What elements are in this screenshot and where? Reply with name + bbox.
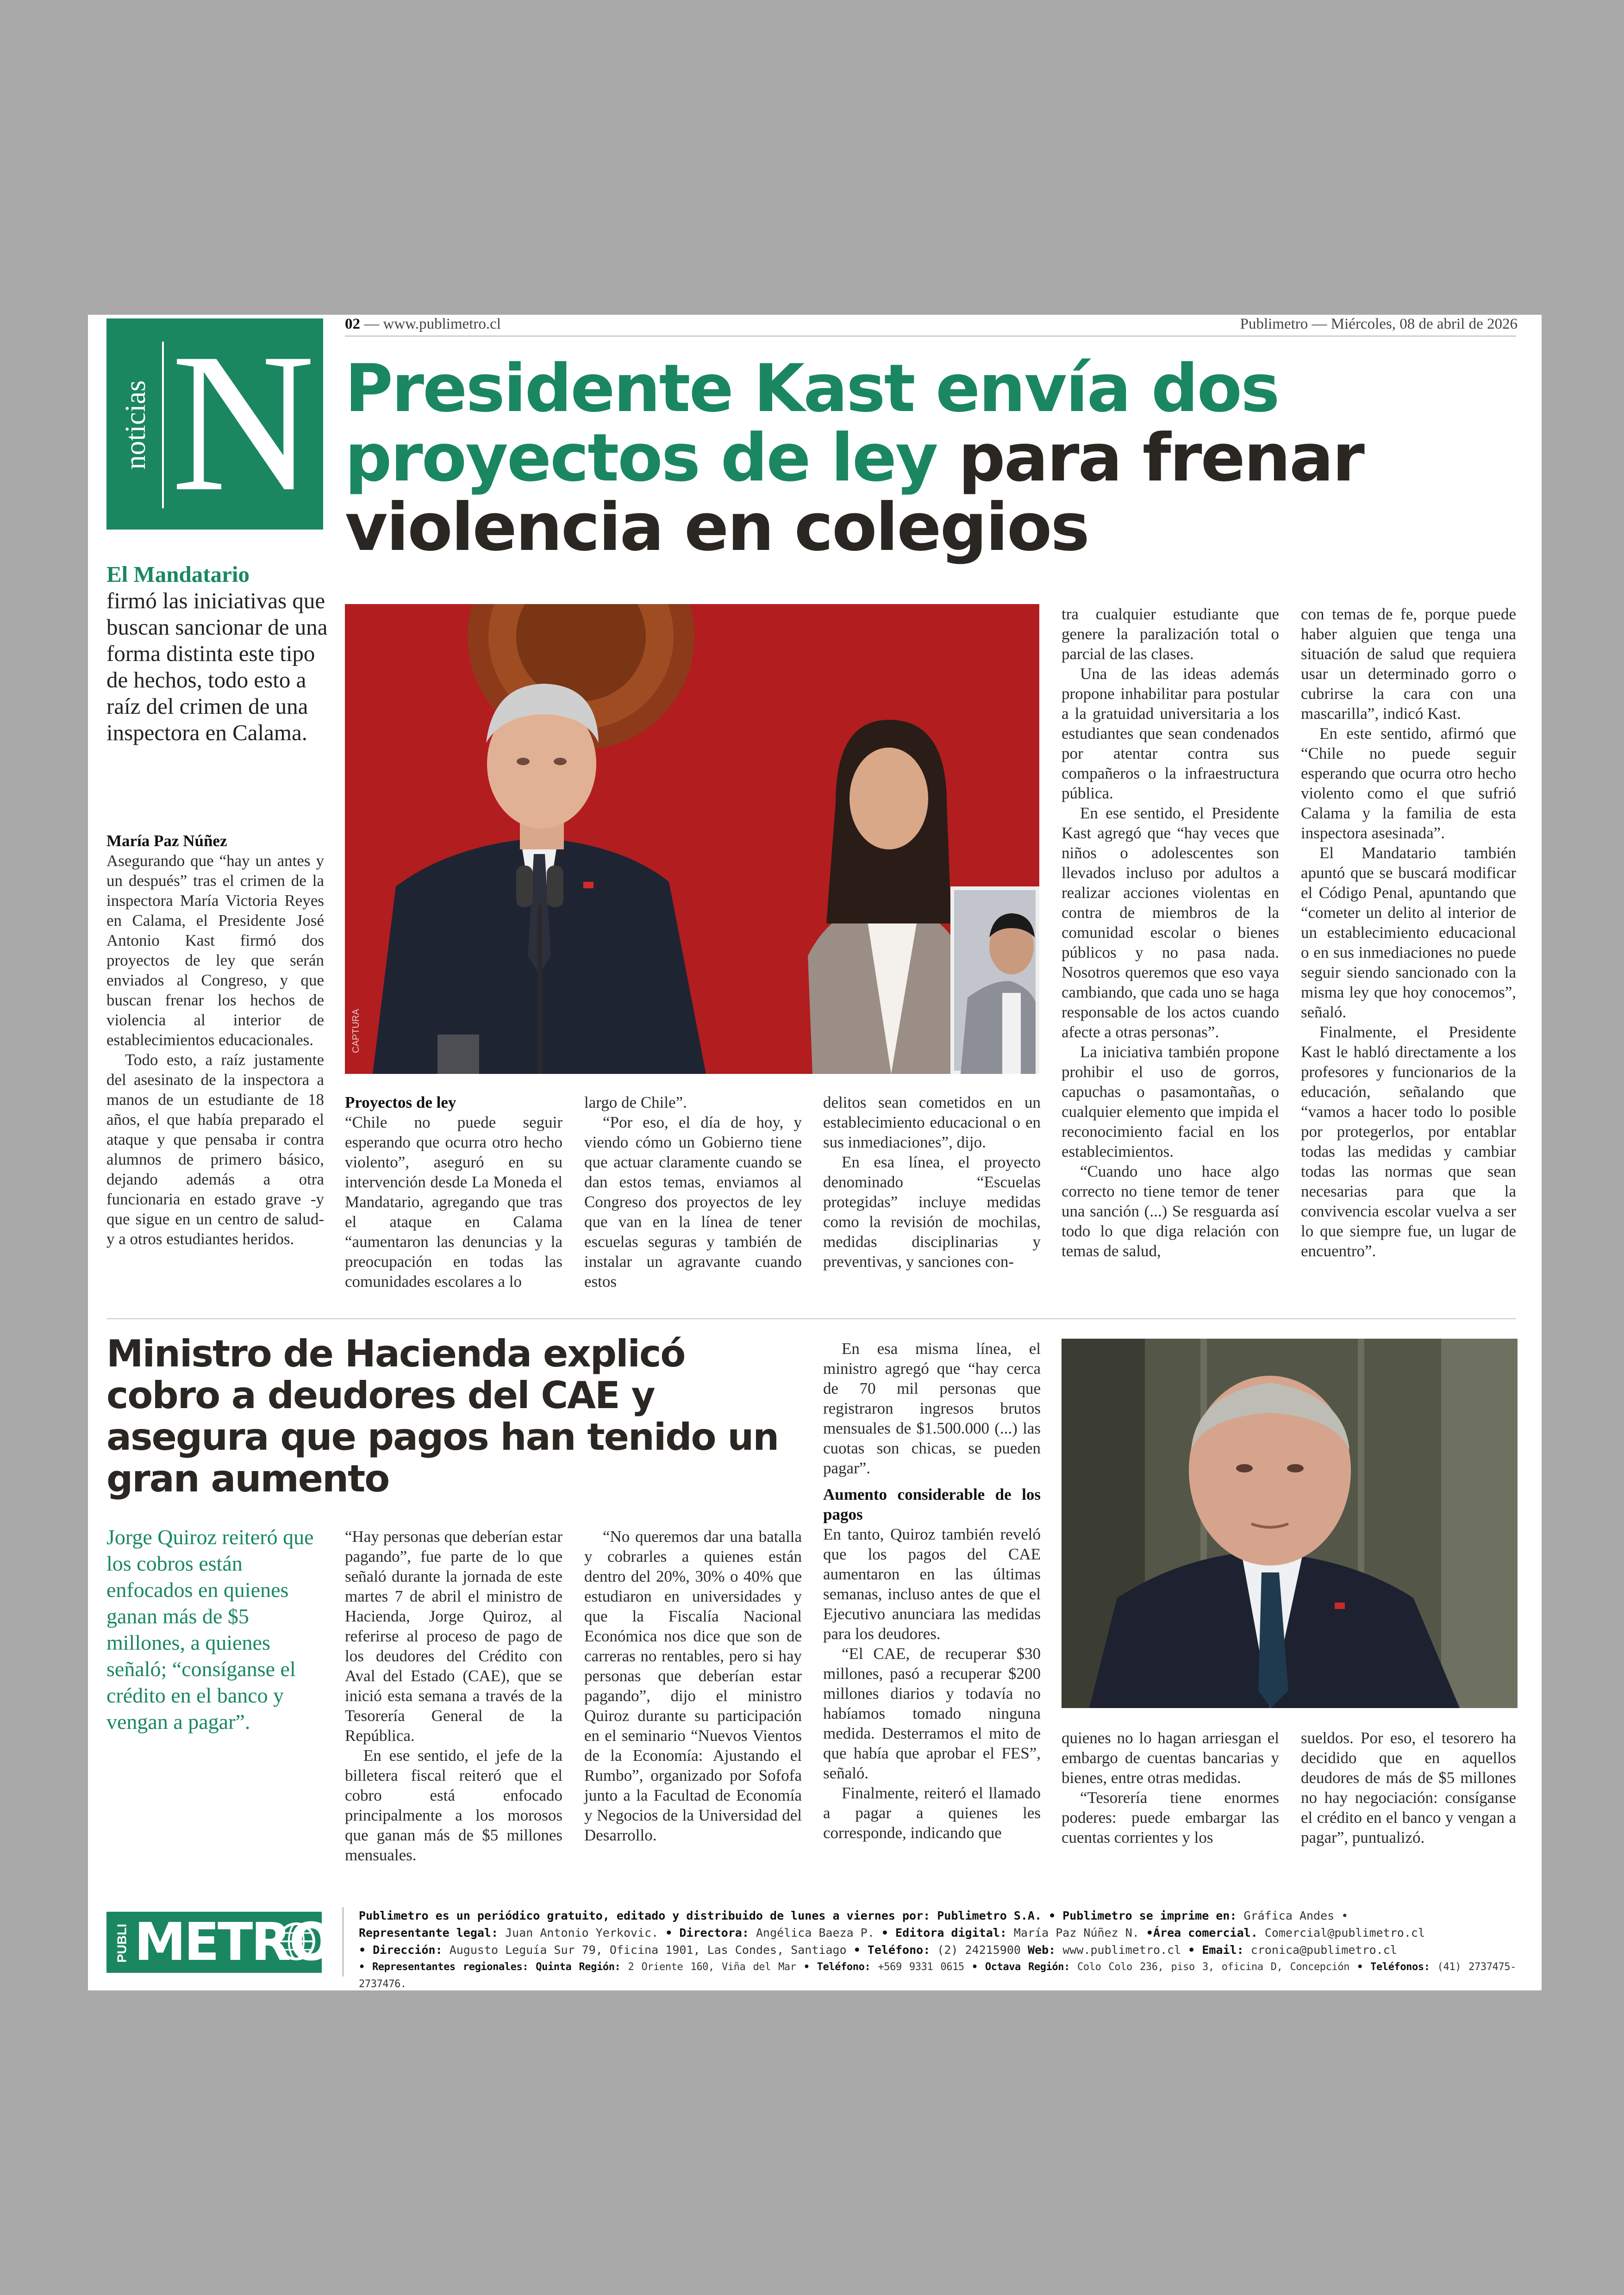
footer-email-link[interactable]: cronica@publimetro.cl	[1250, 1943, 1397, 1957]
footer-value: (2) 24215900	[937, 1943, 1021, 1957]
page-number: 02	[345, 316, 360, 332]
article2-column-4	[1062, 1728, 1279, 1847]
page-url[interactable]: www.publimetro.cl	[383, 316, 501, 332]
paragraph: “El CAE, de recuperar $30 millones, pasó a recuperar $200 millones diarios y todavía no habíamos tomado ninguna medida. Desterramos el mito de que había que aprobar el FES”, señaló.	[823, 1645, 1041, 1782]
author-byline: María Paz Núñez	[106, 832, 227, 850]
article-separator	[106, 1318, 1516, 1319]
section-letter: N	[171, 312, 315, 533]
paragraph: Finalmente, el Presidente Kast le habló directamente a los profesores y funcionarios de la educación, señalando que “vamos a hacer todo lo posible por protegerlos, por entablar todas las medidas y cambiar todas las normas que sean necesarias para que la convivencia escolar vuelva a ser lo que siempre fue, un lugar de encuentro”.	[1301, 1023, 1516, 1260]
footer-web-link[interactable]: www.publimetro.cl	[1062, 1943, 1181, 1957]
footer-credits	[359, 1907, 1516, 1993]
paragraph: tra cualquier estudiante que genere la paralización total o parcial de las clases.	[1062, 605, 1279, 663]
paragraph: quienes no lo hagan arriesgan el embargo de cuentas bancarias y bienes, entre otras medidas.	[1062, 1729, 1279, 1787]
article1-column-6	[1301, 604, 1516, 1261]
footer-label: • Teléfono:	[803, 1961, 871, 1973]
footer-label: • Teléfono:	[853, 1943, 931, 1957]
quiroz-photo-illustration	[1062, 1339, 1518, 1708]
paragraph: Una de las ideas además propone inhabilitar para postular a la gratuidad universitaria a los estudiantes que sean condenados por atentar contra sus compañeros o la infraestructura pública.	[1062, 665, 1279, 802]
article1-column-4	[823, 1092, 1041, 1272]
subhead-proyectos: Proyectos de ley	[345, 1093, 456, 1111]
page-date: Miércoles, 08 de abril de 2026	[1330, 316, 1518, 332]
paragraph: En ese sentido, el Presidente Kast agregó que “hay veces que niños o adolescentes son llevados incluso por adultos a realizar acciones violentas en contra de miembros de la comunidad escolar o bienes públicos y no pasa nada. Nosotros queremos que eso vaya cambiando, que cada uno se haga responsable de los actos cuando afecte a otras personas”.	[1062, 804, 1279, 1041]
paragraph: En tanto, Quiroz también reveló que los pagos del CAE aumentaron en las últimas semanas, incluso antes de que el Ejecutivo anunciara las medidas para los deudores.	[823, 1525, 1041, 1643]
paper-name: Publimetro	[1240, 316, 1308, 332]
article1-headline	[345, 350, 1479, 566]
footer-printer: Gráfica Andes •	[1243, 1909, 1349, 1922]
article1-column-1	[106, 831, 324, 1249]
footer-label: Representante legal:	[359, 1926, 499, 1940]
paragraph: “Chile no puede seguir esperando que ocurra otro hecho violento”, aseguró en su intervención desde La Moneda el Mandatario, agregando que tras el ataque en Calama “aumentaron las denuncias y la preocupación en todas las comunidades escolares a lo	[345, 1113, 562, 1291]
paragraph: La iniciativa también propone prohibir el uso de gorros, capuchas o pasamontañas, o cualquier elemento que impida el reconocimiento facial en los establecimientos.	[1062, 1043, 1279, 1160]
kast-photo-illustration	[345, 604, 1039, 1074]
article2-column-5	[1301, 1728, 1516, 1847]
lead-text: firmó las iniciativas que buscan sancionar de una forma distinta este tipo de hechos, todo esto a raíz del crimen de una inspectora en Calama.	[106, 588, 328, 745]
article1-column-3	[584, 1092, 802, 1291]
paragraph: En ese sentido, el jefe de la billetera fiscal reiteró que el cobro está enfocado principalmente a los morosos que ganan más de $5 millones mensuales.	[345, 1746, 562, 1864]
paragraph: con temas de fe, porque puede haber alguien que tenga una situación de salud que requiera usar un determinado gorro o cubrirse la cara con una mascarilla”, indicó Kast.	[1301, 605, 1516, 723]
paragraph: largo de Chile”.	[584, 1093, 687, 1111]
footer-value: Angélica Baeza P.	[756, 1926, 874, 1940]
subhead-aumento: Aumento considerable de los pagos	[823, 1485, 1041, 1523]
quiroz-photo	[1062, 1339, 1518, 1708]
footer-label: Web:	[1028, 1943, 1056, 1957]
photo-credit: CAPTURA	[351, 1009, 361, 1053]
article2-headline: Ministro de Hacienda explicó cobro a deudores del CAE y asegura que pagos han tenido un gran aumento	[106, 1332, 779, 1500]
footer-masthead	[106, 1907, 1516, 1990]
paragraph: Asegurando que “hay un antes y un después” tras el crimen de la inspectora María Victoria Reyes en Calama, el Presidente José Antonio Kast firmó dos proyectos de ley que serán enviados al Congreso, y que buscan frenar los hechos de violencia al interior de establecimientos educacionales.	[106, 852, 324, 1049]
headline-green: Presidente Kast envía dos proyectos de ley	[345, 350, 1279, 496]
footer-value: +569 9331 0615	[878, 1961, 964, 1973]
paragraph: “No queremos dar una batalla y cobrarles a quienes están dentro del 20%, 30% o 40% que estudiaron en universidades y que la Fiscalía Nacional Económica nos dice que son de carreras no rentables, pero si hay personas que deberían estar pagando”, dijo el ministro Quiroz durante su participación en el seminario “Nuevos Vientos de la Economía: Ajustando el Rumbo”, organizado por Sofofa junto a la Facultad de Economía y Negocios de la Universidad del Desarrollo.	[584, 1528, 802, 1844]
footer-commercial-email[interactable]: Comercial@publimetro.cl	[1264, 1926, 1425, 1940]
footer-value: Juan Antonio Yerkovic.	[505, 1926, 659, 1940]
footer-line1: Publimetro es un periódico gratuito, editado y distribuido de lunes a viernes por: Publimetro S.A. • Publimetro se imprime en:	[359, 1909, 1237, 1922]
footer-value: Colo Colo 236, piso 3, oficina D, Concepción	[1077, 1961, 1350, 1973]
paragraph: Todo esto, a raíz justamente del asesinato de la inspectora a manos de un estudiante de 18 años, el que había preparado el ataque y que pensaba ir contra alumnos de primero básico, dejando además a otra funcionaria en estado grave -y que sigue en un centro de salud- y a otros estudiantes heridos.	[106, 1051, 324, 1248]
paragraph: “Cuando uno hace algo correcto no tiene temor de tener una sanción (...) Se resguarda así todo lo que diga relación con temas de salud,	[1062, 1162, 1279, 1260]
footer-value: 2 Oriente 160, Viña del Mar	[628, 1961, 796, 1973]
paragraph: “Por eso, el día de hoy, y viendo cómo un Gobierno tiene que actuar claramente cuando se dan estos temas, enviamos al Congreso dos proyectos de ley que van en la línea de tener escuelas seguras y también de instalar un agravante cuando estos	[584, 1113, 802, 1291]
paragraph: delitos sean cometidos en un establecimiento educacional o en sus inmediaciones”, dijo.	[823, 1093, 1041, 1151]
publimetro-logo[interactable]	[106, 1912, 331, 1973]
footer-label: •Área comercial.	[1146, 1926, 1258, 1940]
page-header-left: 02 — www.publimetro.cl	[345, 316, 501, 332]
page-header-right: Publimetro — Miércoles, 08 de abril de 2026	[1240, 316, 1518, 332]
paragraph: “Hay personas que deberían estar pagando”, fue parte de lo que señaló durante la jornada de este martes 7 de abril el ministro de Hacienda, Jorge Quiroz, al referirse al proceso de pago de los deudores del Crédito con Aval del Estado (CAE), que se inició esta semana a través de la Tesorería General de la República.	[345, 1528, 562, 1745]
footer-label: • Dirección:	[359, 1943, 443, 1957]
paragraph: “Tesorería tiene enormes poderes: puede embargar las cuentas corrientes y los	[1062, 1789, 1279, 1846]
footer-value: Augusto Leguía Sur 79, Oficina 1901, Las Condes, Santiago	[449, 1943, 847, 1957]
footer-label: • Representantes regionales: Quinta Región:	[359, 1961, 621, 1973]
lead-bold: El Mandatario	[106, 561, 250, 587]
logo-metro: METRO	[134, 1912, 331, 1972]
paragraph: El Mandatario también apuntó que se buscará modificar el Código Penal, apuntando que “cometer un delito al interior de un establecimiento educacional o en sus inmediaciones no puede seguir siendo sancionado con la misma ley que hoy conocemos”, señaló.	[1301, 844, 1516, 1021]
article2-lead: Jorge Quiroz reiteró que los cobros están enfocados en quienes ganan más de $5 millones, a quienes señaló; “consíganse el crédito en el banco y vengan a pagar”.	[106, 1525, 314, 1734]
footer-value: (41) 2737475-2737476.	[359, 1961, 1516, 1990]
footer-label: • Directora:	[665, 1926, 749, 1940]
section-badge	[106, 312, 323, 533]
logo-publi: PUBLI	[114, 1924, 129, 1963]
footer-value: María Paz Núñez N.	[1013, 1926, 1139, 1940]
globe-icon	[277, 1922, 316, 1961]
paragraph: En este sentido, afirmó que “Chile no puede seguir esperando que ocurra otro hecho violento como el que sufrió Calama y la familia de esta inspectora asesinada”.	[1301, 724, 1516, 842]
article2-column-2	[584, 1527, 802, 1845]
paragraph: En esa misma línea, el ministro agregó que “hay cerca de 70 mil personas que registraron ingresos brutos mensuales de $1.500.000 (...) las cuotas son chicas, se pueden pagar”.	[823, 1340, 1041, 1477]
footer-divider	[343, 1907, 344, 1977]
footer-label: • Octava Región:	[971, 1961, 1070, 1973]
badge-divider	[162, 342, 164, 508]
kast-photo	[345, 604, 1039, 1074]
article2-column-1	[345, 1527, 562, 1865]
paragraph: sueldos. Por eso, el tesorero ha decidido que en aquellos deudores de más de $5 millones no hay negociación: consíganse el crédito en el banco y vengan a pagar”, puntualizó.	[1301, 1729, 1516, 1846]
paragraph: En esa línea, el proyecto denominado “Escuelas protegidas” incluye medidas como la revisión de mochilas, medidas disciplinarias y preventivas, y sanciones con-	[823, 1153, 1041, 1271]
article1-lead	[106, 561, 329, 746]
footer-label: • Editora digital:	[881, 1926, 1007, 1940]
article1-column-2	[345, 1092, 562, 1291]
header-rule	[345, 336, 1516, 337]
article1-column-5	[1062, 604, 1279, 1261]
section-label: noticias	[120, 380, 151, 470]
paragraph: Finalmente, reiteró el llamado a pagar a quienes les corresponde, indicando que	[823, 1784, 1041, 1842]
footer-label: • Email:	[1188, 1943, 1244, 1957]
headline-dark: para frenar violencia en colegios	[345, 420, 1363, 566]
footer-label: • Teléfonos:	[1357, 1961, 1430, 1973]
article2-column-3	[823, 1339, 1041, 1843]
